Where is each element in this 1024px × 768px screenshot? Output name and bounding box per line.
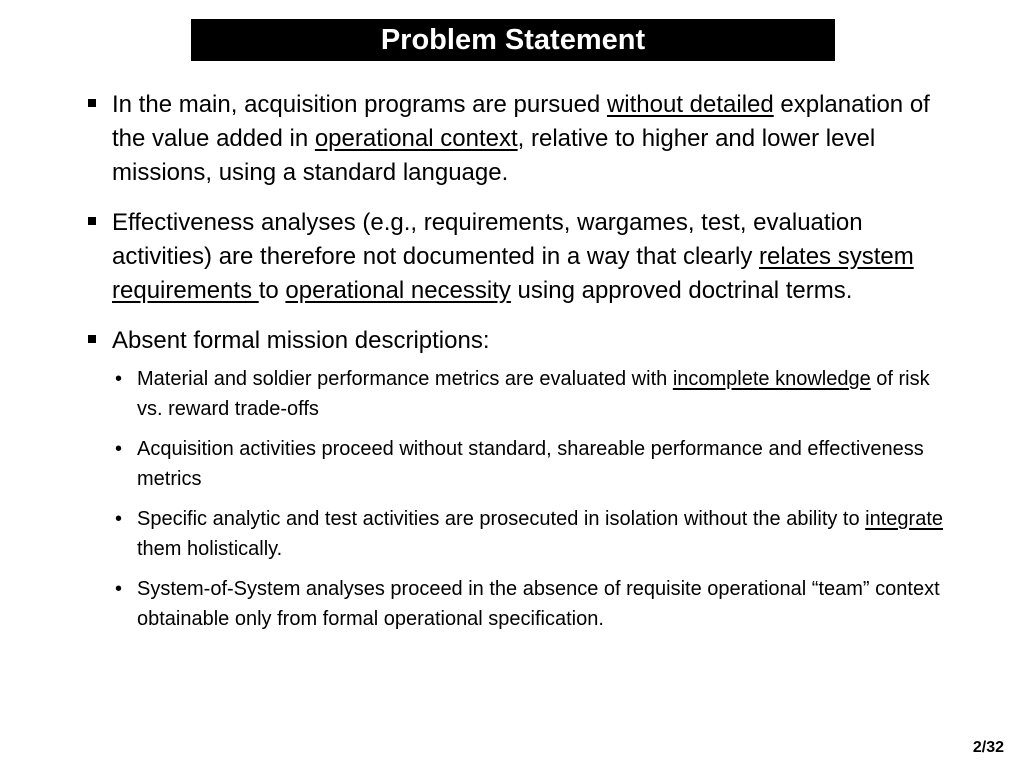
- sub-bullet-item: [112, 364, 948, 424]
- underlined-phrase: operational necessity: [285, 277, 511, 304]
- bullet-text: using approved doctrinal terms.: [510, 277, 853, 304]
- bullet-item-absent-mission-descriptions: [88, 324, 948, 634]
- square-bullet-icon: [88, 217, 96, 225]
- underlined-phrase: without detailed: [606, 91, 774, 118]
- sub-bullet-item: [112, 574, 948, 634]
- bullet-item-acquisition-programs: [88, 88, 948, 190]
- sub-bullet-item: [112, 434, 948, 494]
- dot-bullet-icon: •: [115, 508, 123, 530]
- sub-bullet-text: System-of-System analyses proceed in the absence of requisite operational “team” context obtainable only from formal operational specification.: [137, 578, 940, 630]
- sub-bullet-item: [112, 504, 948, 564]
- sub-bullet-text: of risk vs. reward trade-offs: [137, 368, 930, 420]
- dot-bullet-icon: •: [115, 368, 123, 390]
- underlined-phrase: relates system requirements: [112, 243, 914, 304]
- page-number: 2/32: [972, 739, 1004, 756]
- sub-bullet-text: Acquisition activities proceed without standard, shareable performance and effectiveness metrics: [137, 438, 924, 490]
- sub-bullet-text: them holistically.: [137, 538, 283, 560]
- bullet-text: , relative to higher and lower level missions, using a standard language.: [112, 125, 876, 186]
- slide-title: Problem Statement: [191, 19, 835, 61]
- dot-bullet-icon: •: [115, 438, 123, 460]
- underlined-phrase: incomplete knowledge: [672, 368, 871, 390]
- bullet-text: explanation of the value added in: [112, 91, 930, 152]
- bullet-list: [88, 88, 948, 650]
- sub-bullet-text: Specific analytic and test activities are prosecuted in isolation without the ability to: [137, 508, 866, 530]
- bullet-text: Absent formal mission descriptions:: [112, 327, 490, 354]
- bullet-text: Effectiveness analyses (e.g., requirements, wargames, test, evaluation activities) are therefore not documented in a way that clearly: [112, 209, 863, 270]
- bullet-item-effectiveness-analyses: [88, 206, 948, 308]
- bullet-text: In the main, acquisition programs are pursued: [112, 91, 607, 118]
- square-bullet-icon: [88, 335, 96, 343]
- underlined-phrase: integrate: [865, 508, 944, 530]
- bullet-text: to: [258, 277, 286, 304]
- square-bullet-icon: [88, 99, 96, 107]
- sub-bullet-text: Material and soldier performance metrics are evaluated with: [137, 368, 673, 390]
- dot-bullet-icon: •: [115, 578, 123, 600]
- underlined-phrase: operational context: [314, 125, 518, 152]
- sub-bullet-list: [112, 364, 948, 634]
